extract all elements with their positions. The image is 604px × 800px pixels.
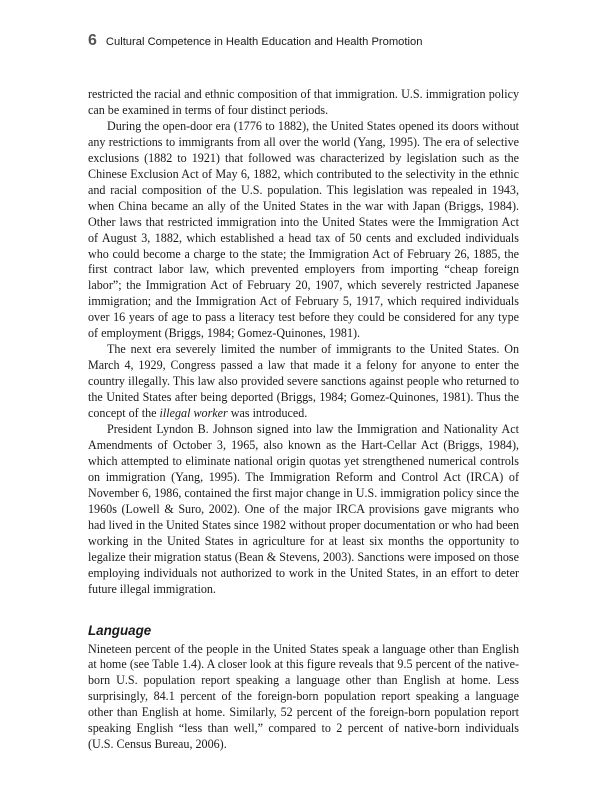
page-header [88, 32, 422, 50]
paragraph-language: Nineteen percent of the people in the United States speak a language other than English at home (see Table 1.4). A closer look at this figure reveals that 9.5 percent of the native-born U.S. population report speaking a language other than English at home. Less surprisingly, 84.1 percent of the foreign-born population report speaking a language other than English at home. Similarly, 52 percent of the foreign-born population report speaking English “less than well,” compared to 2 percent of native-born individuals (U.S. Census Bureau, 2006). [88, 641, 519, 752]
paragraph-restriction-era [88, 342, 519, 422]
paragraph-restriction-era-text: The next era severely limited the number of immigrants to the United States. On March 4, 1929, Congress passed a law that made it a felony for anyone to enter the country illegally. This law also provided severe sanctions against people who returned to the United States after being deported (Briggs, 1984; Gomez-Quinones, 1981). Thus the concept of the [88, 342, 519, 421]
running-head: Cultural Competence in Health Education and Health Promotion [105, 36, 423, 48]
body-text [88, 87, 519, 753]
section-heading-language: Language [88, 622, 152, 638]
paragraph-open-door-era: During the open-door era (1776 to 1882), the United States opened its doors without any restrictions to immigrants from all over the world (Yang, 1995). The era of selective exclusions (1882 to 1921) that followed was characterized by legislation such as the Chinese Exclusion Act of May 6, 1882, which contributed to the selectivity in the ethnic and racial composition of the U.S. population. This legislation was repealed in 1943, when China became an ally of the United States in the war with Japan (Briggs, 1984). Other laws that restricted immigration into the United States were the Immigration Act of August 3, 1882, which established a head tax of 50 cents and excluded individuals who could become a charge to the state; the Immigration Act of February 26, 1885, the first contract labor law, which prevented employers from importing “cheap foreign labor”; the Immigration Act of February 20, 1907, which severely restricted Japanese immigration; and the Immigration Act of February 5, 1917, which required individuals over 16 years of age to pass a literacy test before they could be considered for any type of employment (Briggs, 1984; Gomez-Quinones, 1981). [88, 118, 519, 341]
paragraph-reform-era: President Lyndon B. Johnson signed into law the Immigration and Nationality Act Amendments of October 3, 1965, also known as the Hart-Cellar Act (Briggs, 1984), which attempted to eliminate national origin quotas yet strengthened numerical controls on immigration (Yang, 1995). The Immigration Reform and Control Act (IRCA) of November 6, 1986, contained the first major change in U.S. immigration policy since the 1960s (Lowell & Suro, 2002). One of the major IRCA provisions gave migrants who had lived in the United States since 1982 without proper documentation or who had been working in the United States in agriculture for at least six months the opportunity to legalize their migration status (Bean & Stevens, 2003). Sanctions were imposed on those employing individuals not authorized to work in the United States, in an effort to deter future illegal immigration. [88, 422, 519, 596]
paragraph-restriction-era-ending: was introduced. [227, 406, 308, 421]
paragraph-immigration-intro: restricted the racial and ethnic composition of that immigration. U.S. immigration policy can be examined in terms of four distinct periods. [88, 87, 519, 117]
illegal-worker-term: illegal worker [159, 406, 228, 421]
page-number: 6 [88, 32, 97, 49]
